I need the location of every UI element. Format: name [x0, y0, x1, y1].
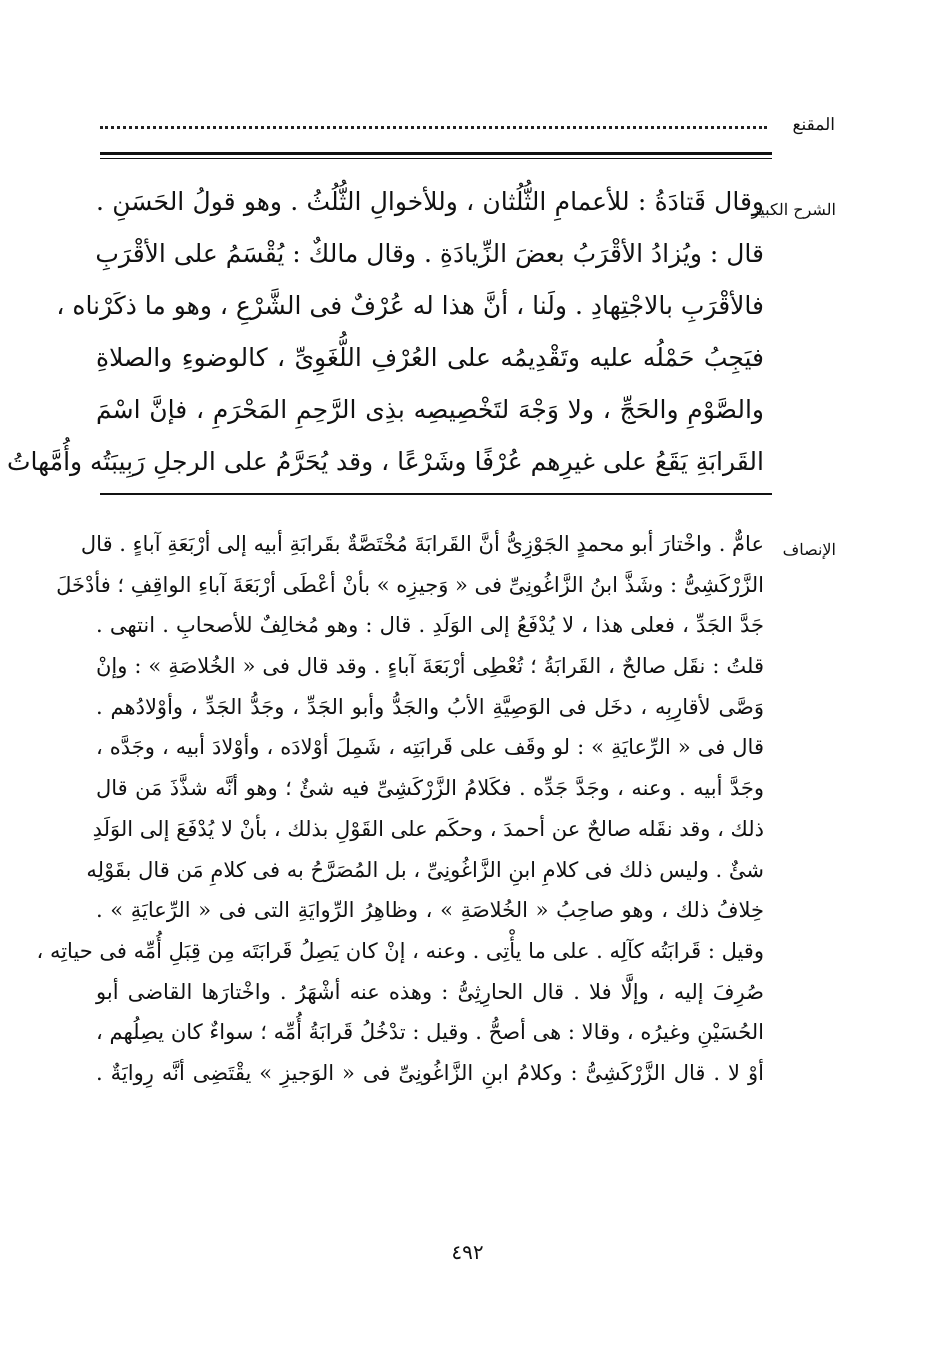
text-line: وقال قَتادَةُ : للأعمامِ الثُّلُثان ، وللأخوالِ الثُّلُثُ . وهو قولُ الحَسَنِ . [96, 187, 764, 216]
text-line: الحُسَيْنِ وغيرُه ، وقالا : هى أصحُّ . وقيل : تدْخُلُ قَرابَةُ أُمِّه ؛ سواءٌ كان يصِلُهم ، [96, 1020, 764, 1045]
sharh-section [7, 176, 836, 476]
insaf-section [36, 524, 836, 1164]
running-header [100, 112, 835, 142]
running-title: المقنع [792, 115, 835, 135]
sharh-text [7, 176, 764, 488]
text-line: صُرِفَ إليه ، وإلَّا فلا . قال الحارِثِىُّ : وهذه عنه أشْهَرُ . واخْتارَها القاضى أبو [96, 979, 764, 1004]
text-line: خِلافُ ذلك ، وهو صاحِبُ « الخُلاصَةِ » ، وظاهِرُ الرِّوايَةِ التى فى « الرِّعايَةِ » . [96, 898, 764, 923]
sharh-margin-label: الشرح الكبير [751, 200, 836, 219]
dot-leader [100, 118, 767, 129]
text-line: والصَّوْمِ والحَجِّ ، ولا وَجْهَ لتَخْصِيصِه بذِى الرَّحِمِ المَحْرَمِ ، فإنَّ اسْمَ [96, 395, 764, 424]
text-line: فيَجِبُ حَمْلُه عليه وتَقْدِيمُه على العُرْفِ اللُّغَوِىِّ ، كالوضوءِ والصلاةِ [96, 343, 764, 372]
text-line: جَدَّ الجَدِّ ، فعلى هذا ، لا يُدْفَعُ إلى الوَلَدِ . قال : وهو مُخالِفٌ للأصحابِ . انتهى . [96, 613, 764, 638]
text-line: ذلك ، وقد نقَله صالحٌ عن أحمدَ ، وحكَم على القَوْلِ بذلك ، بأنْ لا يُدْفَعَ إلى الوَلَدِ [92, 816, 764, 841]
header-rule [100, 152, 772, 155]
insaf-margin-label: الإنصاف [782, 540, 836, 559]
section-divider [100, 493, 772, 495]
text-line: قال : ويُزادُ الأقْرَبُ بعضَ الزِّيادَةِ . وقال مالكٌ : يُقْسَمُ على الأقْرَبِ [95, 239, 764, 268]
text-line: الزَّرْكَشِىُّ : وشَذَّ ابنُ الزَّاغُونِىِّ فى « وَجيزِه » بأنْ أعْطَى أرْبَعَةَ آباءِ الواقِفِ ؛ فأدْخَلَ [56, 572, 764, 597]
text-line: وقيل : قَرابَتُه كآلِه . على ما يأْتِى . وعنه ، إنْ كان يَصِلُ قَرابَتَه مِن قِبَلِ أُمِّه فى حياتِه ، [36, 938, 764, 963]
text-line: فالأقْرَبِ بالاجْتِهادِ . ولَنا ، أنَّ هذا له عُرْفٌ فى الشَّرْعِ ، وهو ما ذكَرْناه ، [56, 291, 764, 320]
text-line: وجَدَّ أبيه . وعنه ، وجَدَّ جَدِّه . فكَلامُ الزَّرْكَشِىِّ فيه شئٌ ؛ وهو أنَّه شذَّذَ مَن قال [96, 776, 764, 801]
text-line: وَصَّى لأقارِبِه ، دخَل فى الوَصِيَّةِ الأبُ والجَدُّ وأبو الجَدِّ ، وجَدُّ الجَدِّ ، وأوْلادُهم . [96, 694, 764, 719]
text-line: قال فى « الرِّعايَةِ » : لو وقَف على قَرابَتِه ، شَمِلَ أوْلادَه ، وأوْلادَ أبيه ، وجَدَّه ، [96, 735, 764, 760]
page-number: ٤٩٢ [451, 1240, 484, 1264]
insaf-text [36, 524, 764, 1094]
text-line: قلتُ : نقَل صالحٌ ، القَرابَةُ ؛ تُعْطِى أرْبَعَةَ آباءٍ . وقد قال فى « الخُلاصَةِ » : وإنْ [96, 654, 764, 679]
text-line: القَرابَةِ يَقَعُ على غيرِهم عُرْفًا وشَرْعًا ، وقد يُحَرَّمُ على الرجلِ رَبِيبَتُه وأُمَّهاتُ [7, 447, 764, 476]
text-line: أوْ لا . قال الزَّرْكَشِىُّ : وكلامُ ابنِ الزَّاغُونِىِّ فى « الوَجيزِ » يقْتَضِى أنَّه رِوايَةٌ . [96, 1060, 764, 1085]
text-line: عامٌّ . واخْتارَ أبو محمدٍ الجَوْزِىُّ أنَّ القَرابَةَ مُخْتَصَّةٌ بقَرابَةِ أبيه إلى أرْبَعَةِ آباءٍ . قال [80, 532, 764, 556]
text-line: شئٌ . وليس ذلك فى كلامِ ابنِ الزَّاغُونِىِّ ، بل المُصَرَّحُ به فى كلامِ مَن قال بقَوْلِه [86, 857, 764, 882]
